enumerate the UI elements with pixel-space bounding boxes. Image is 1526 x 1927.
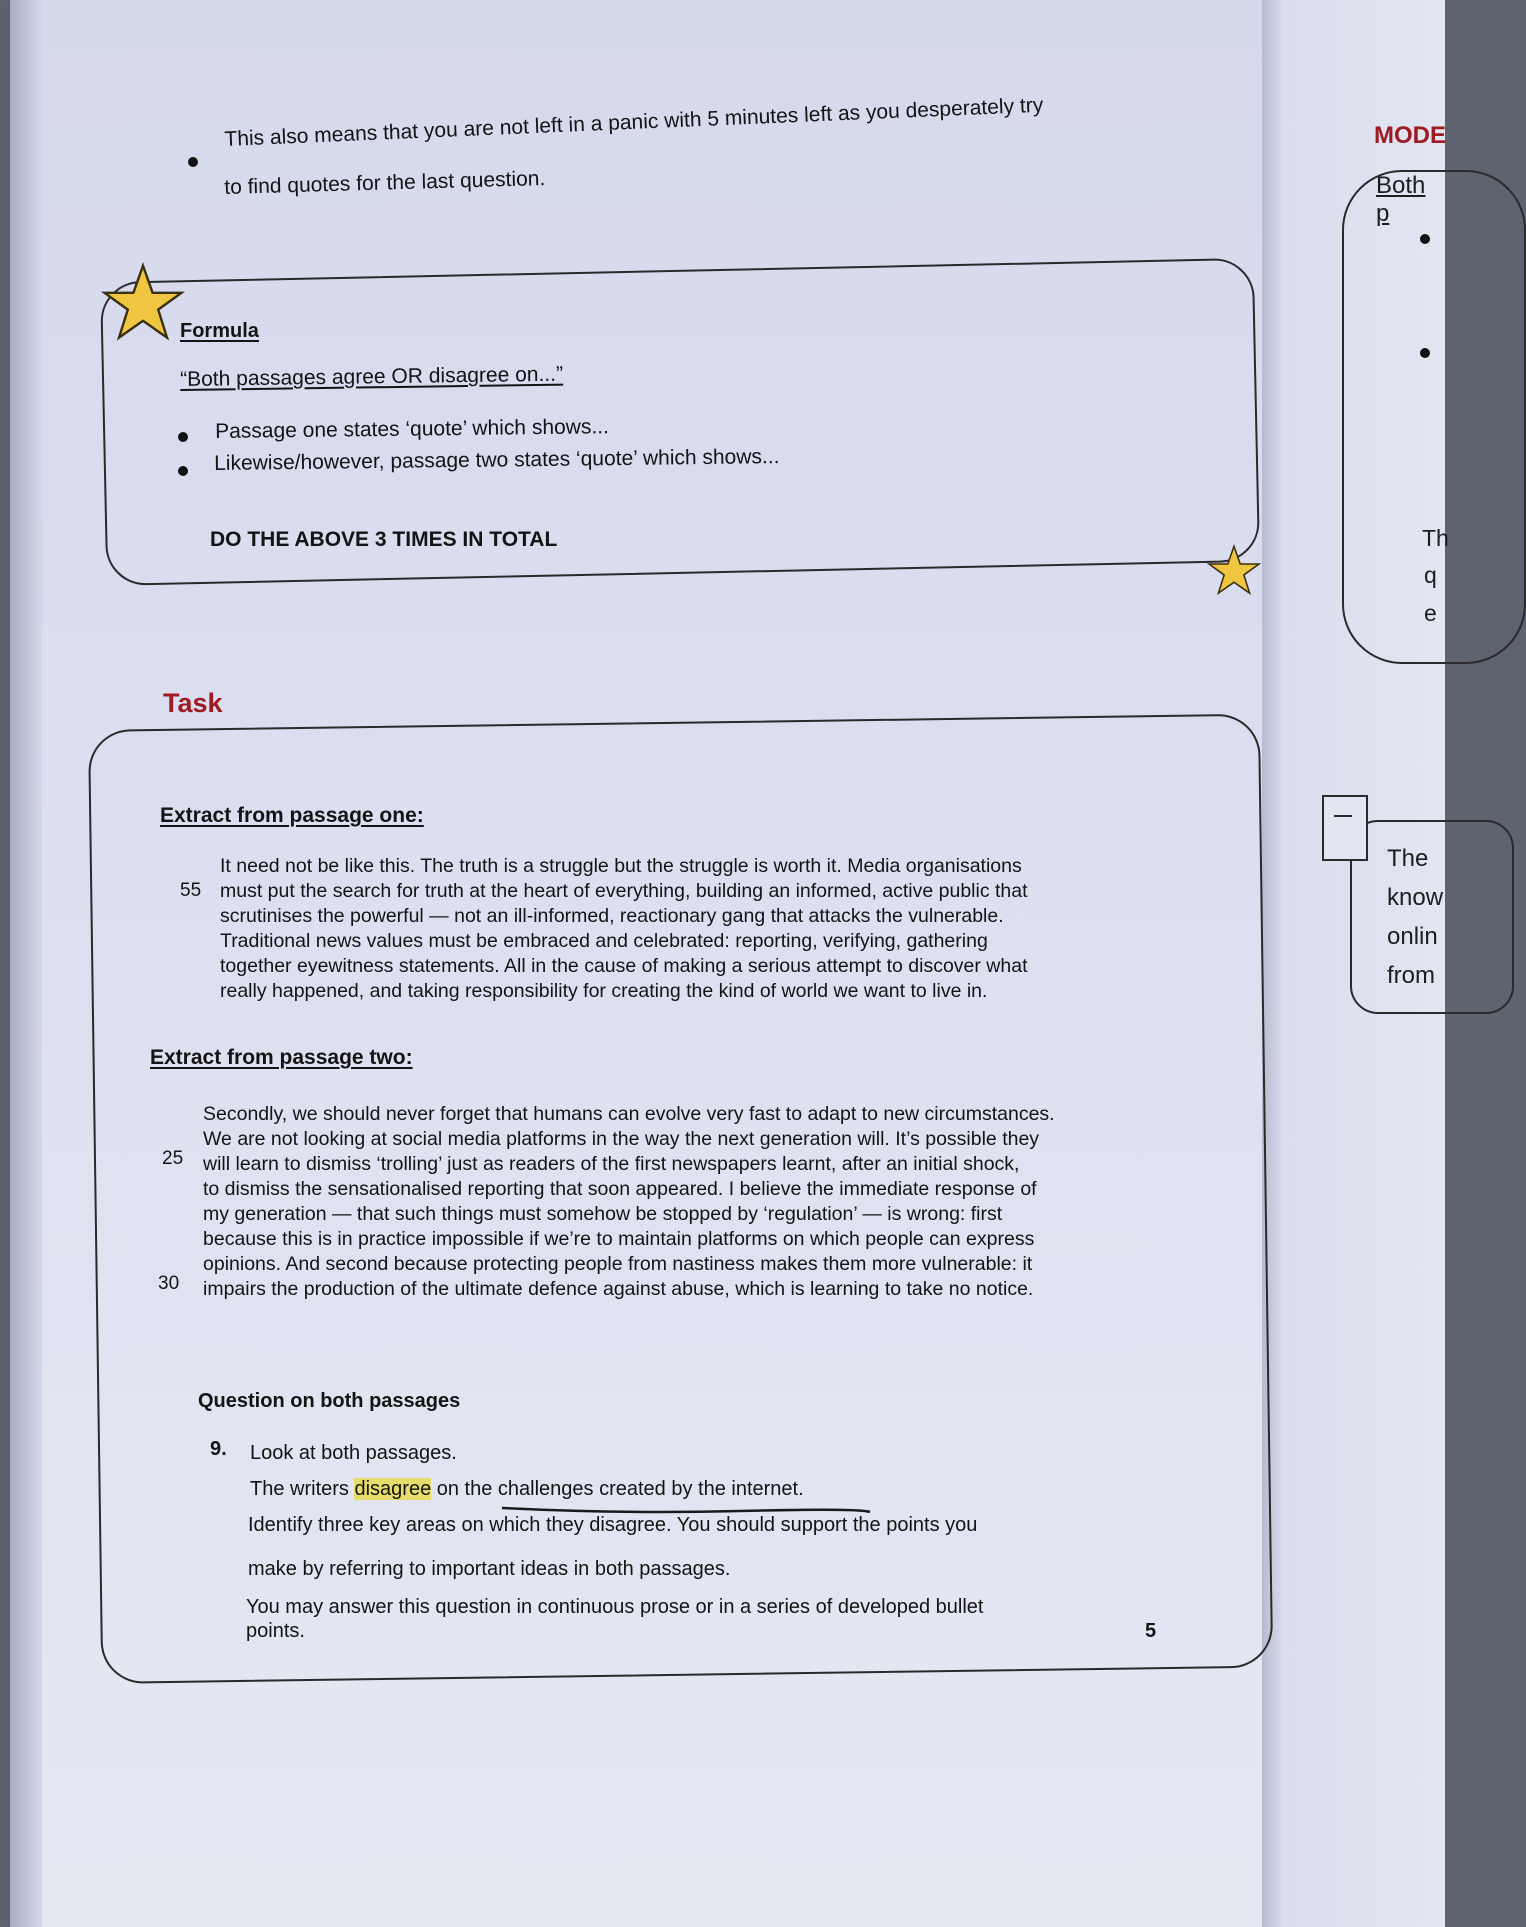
facing-page xyxy=(1262,0,1449,1927)
line-number: 25 xyxy=(162,1148,184,1169)
extract2-line: my generation — that such things must somehow be stopped by ‘regulation’ — is wrong: first xyxy=(203,1203,1003,1225)
extract1-line: together eyewitness statements. All in the cause of making a serious attempt to discover what xyxy=(220,955,1028,977)
question-line-3b: make by referring to important ideas in both passages. xyxy=(248,1558,731,1580)
extract2-line: impairs the production of the ultimate defence against abuse, which is learning to take no notice. xyxy=(203,1278,1034,1300)
facing-box-line: onlin xyxy=(1387,923,1438,950)
formula-bullet xyxy=(178,466,188,476)
question-line-4: You may answer this question in continuous prose or in a series of developed bullet xyxy=(246,1596,984,1618)
question-heading: Question on both passages xyxy=(198,1390,461,1412)
underlined-phrase: challenges created by the internet. xyxy=(497,1478,804,1500)
question-text: on the xyxy=(431,1478,498,1500)
page-number: 5 xyxy=(1145,1620,1157,1642)
extract1-text xyxy=(220,854,1132,1004)
question-line-4b: points. xyxy=(246,1620,305,1642)
facing-page-heading: MODE xyxy=(1374,122,1446,149)
formula-bullet-1: Passage one states ‘quote’ which shows... xyxy=(215,415,610,443)
extract2-line: opinions. And second because protecting people from nastiness makes them more vulnerable: it xyxy=(203,1253,1033,1275)
formula-heading: Formula xyxy=(180,320,259,342)
formula-lead: “Both passages agree OR disagree on...” xyxy=(180,362,564,391)
star-icon xyxy=(102,264,184,340)
question-line-1: Look at both passages. xyxy=(250,1442,457,1464)
facing-letter: q xyxy=(1424,562,1437,588)
facing-page-subheading: Both p xyxy=(1376,172,1426,227)
question-line-3: Identify three key areas on which they disagree. You should support the points you xyxy=(248,1514,978,1536)
extract1-heading: Extract from passage one: xyxy=(160,804,424,827)
extract2-line: because this is in practice impossible if we’re to maintain platforms on which people can express xyxy=(203,1228,1035,1250)
facing-box-line: from xyxy=(1387,962,1435,989)
facing-bullet xyxy=(1420,348,1430,358)
task-heading: Task xyxy=(163,688,223,718)
formula-bullet xyxy=(178,432,188,442)
formula-instruction: DO THE ABOVE 3 TIMES IN TOTAL xyxy=(210,528,558,551)
question-number: 9. xyxy=(210,1438,227,1460)
extract1-line: really happened, and taking responsibility for creating the kind of world we want to live in. xyxy=(220,980,988,1002)
intro-line-2: to find quotes for the last question. xyxy=(224,167,546,199)
extract1-line: must put the search for truth at the heart of everything, building an informed, active public that xyxy=(220,880,1028,902)
extract1-line: scrutinises the powerful — not an ill-informed, reactionary gang that attacks the vulnerable. xyxy=(220,905,1004,927)
star-icon xyxy=(1208,544,1260,596)
line-number: 55 xyxy=(180,880,202,901)
facing-box-line: know xyxy=(1387,884,1444,911)
extract2-heading: Extract from passage two: xyxy=(150,1046,413,1069)
highlighted-word: disagree xyxy=(354,1478,432,1500)
question-line-2 xyxy=(250,1478,804,1501)
question-text: The writers xyxy=(250,1478,355,1500)
extract2-line: We are not looking at social media platforms in the way the next generation will. It’s possible they xyxy=(203,1128,1040,1150)
facing-bullet xyxy=(1420,234,1430,244)
extract2-line: to dismiss the sensationalised reporting that soon appeared. I believe the immediate response of xyxy=(203,1178,1037,1200)
bullet-dot xyxy=(178,432,188,442)
facing-letter: Th xyxy=(1422,525,1449,551)
facing-box-line: The xyxy=(1387,845,1429,872)
extract2-line: Secondly, we should never forget that humans can evolve very fast to adapt to new circumstances. xyxy=(203,1103,1055,1125)
extract2-text xyxy=(203,1102,1129,1302)
bullet-dot xyxy=(188,157,198,167)
note-icon xyxy=(1322,795,1368,861)
formula-bullet-2: Likewise/however, passage two states ‘quote’ which shows... xyxy=(214,445,780,475)
bullet-dot xyxy=(178,466,188,476)
extract1-line: It need not be like this. The truth is a struggle but the struggle is worth it. Media organisations xyxy=(220,855,1022,877)
facing-page-box xyxy=(1342,170,1526,664)
extract1-line: Traditional news values must be embraced and celebrated: reporting, verifying, gathering xyxy=(220,930,988,952)
intro-bullet xyxy=(188,148,198,167)
extract2-line: will learn to dismiss ‘trolling’ just as readers of the first newspapers learnt, after an initial shock, xyxy=(203,1153,1020,1175)
line-number: 30 xyxy=(158,1273,180,1294)
facing-letter: e xyxy=(1424,600,1437,626)
intro-line-1: This also means that you are not left in a panic with 5 minutes left as you desperately try xyxy=(224,93,1044,151)
